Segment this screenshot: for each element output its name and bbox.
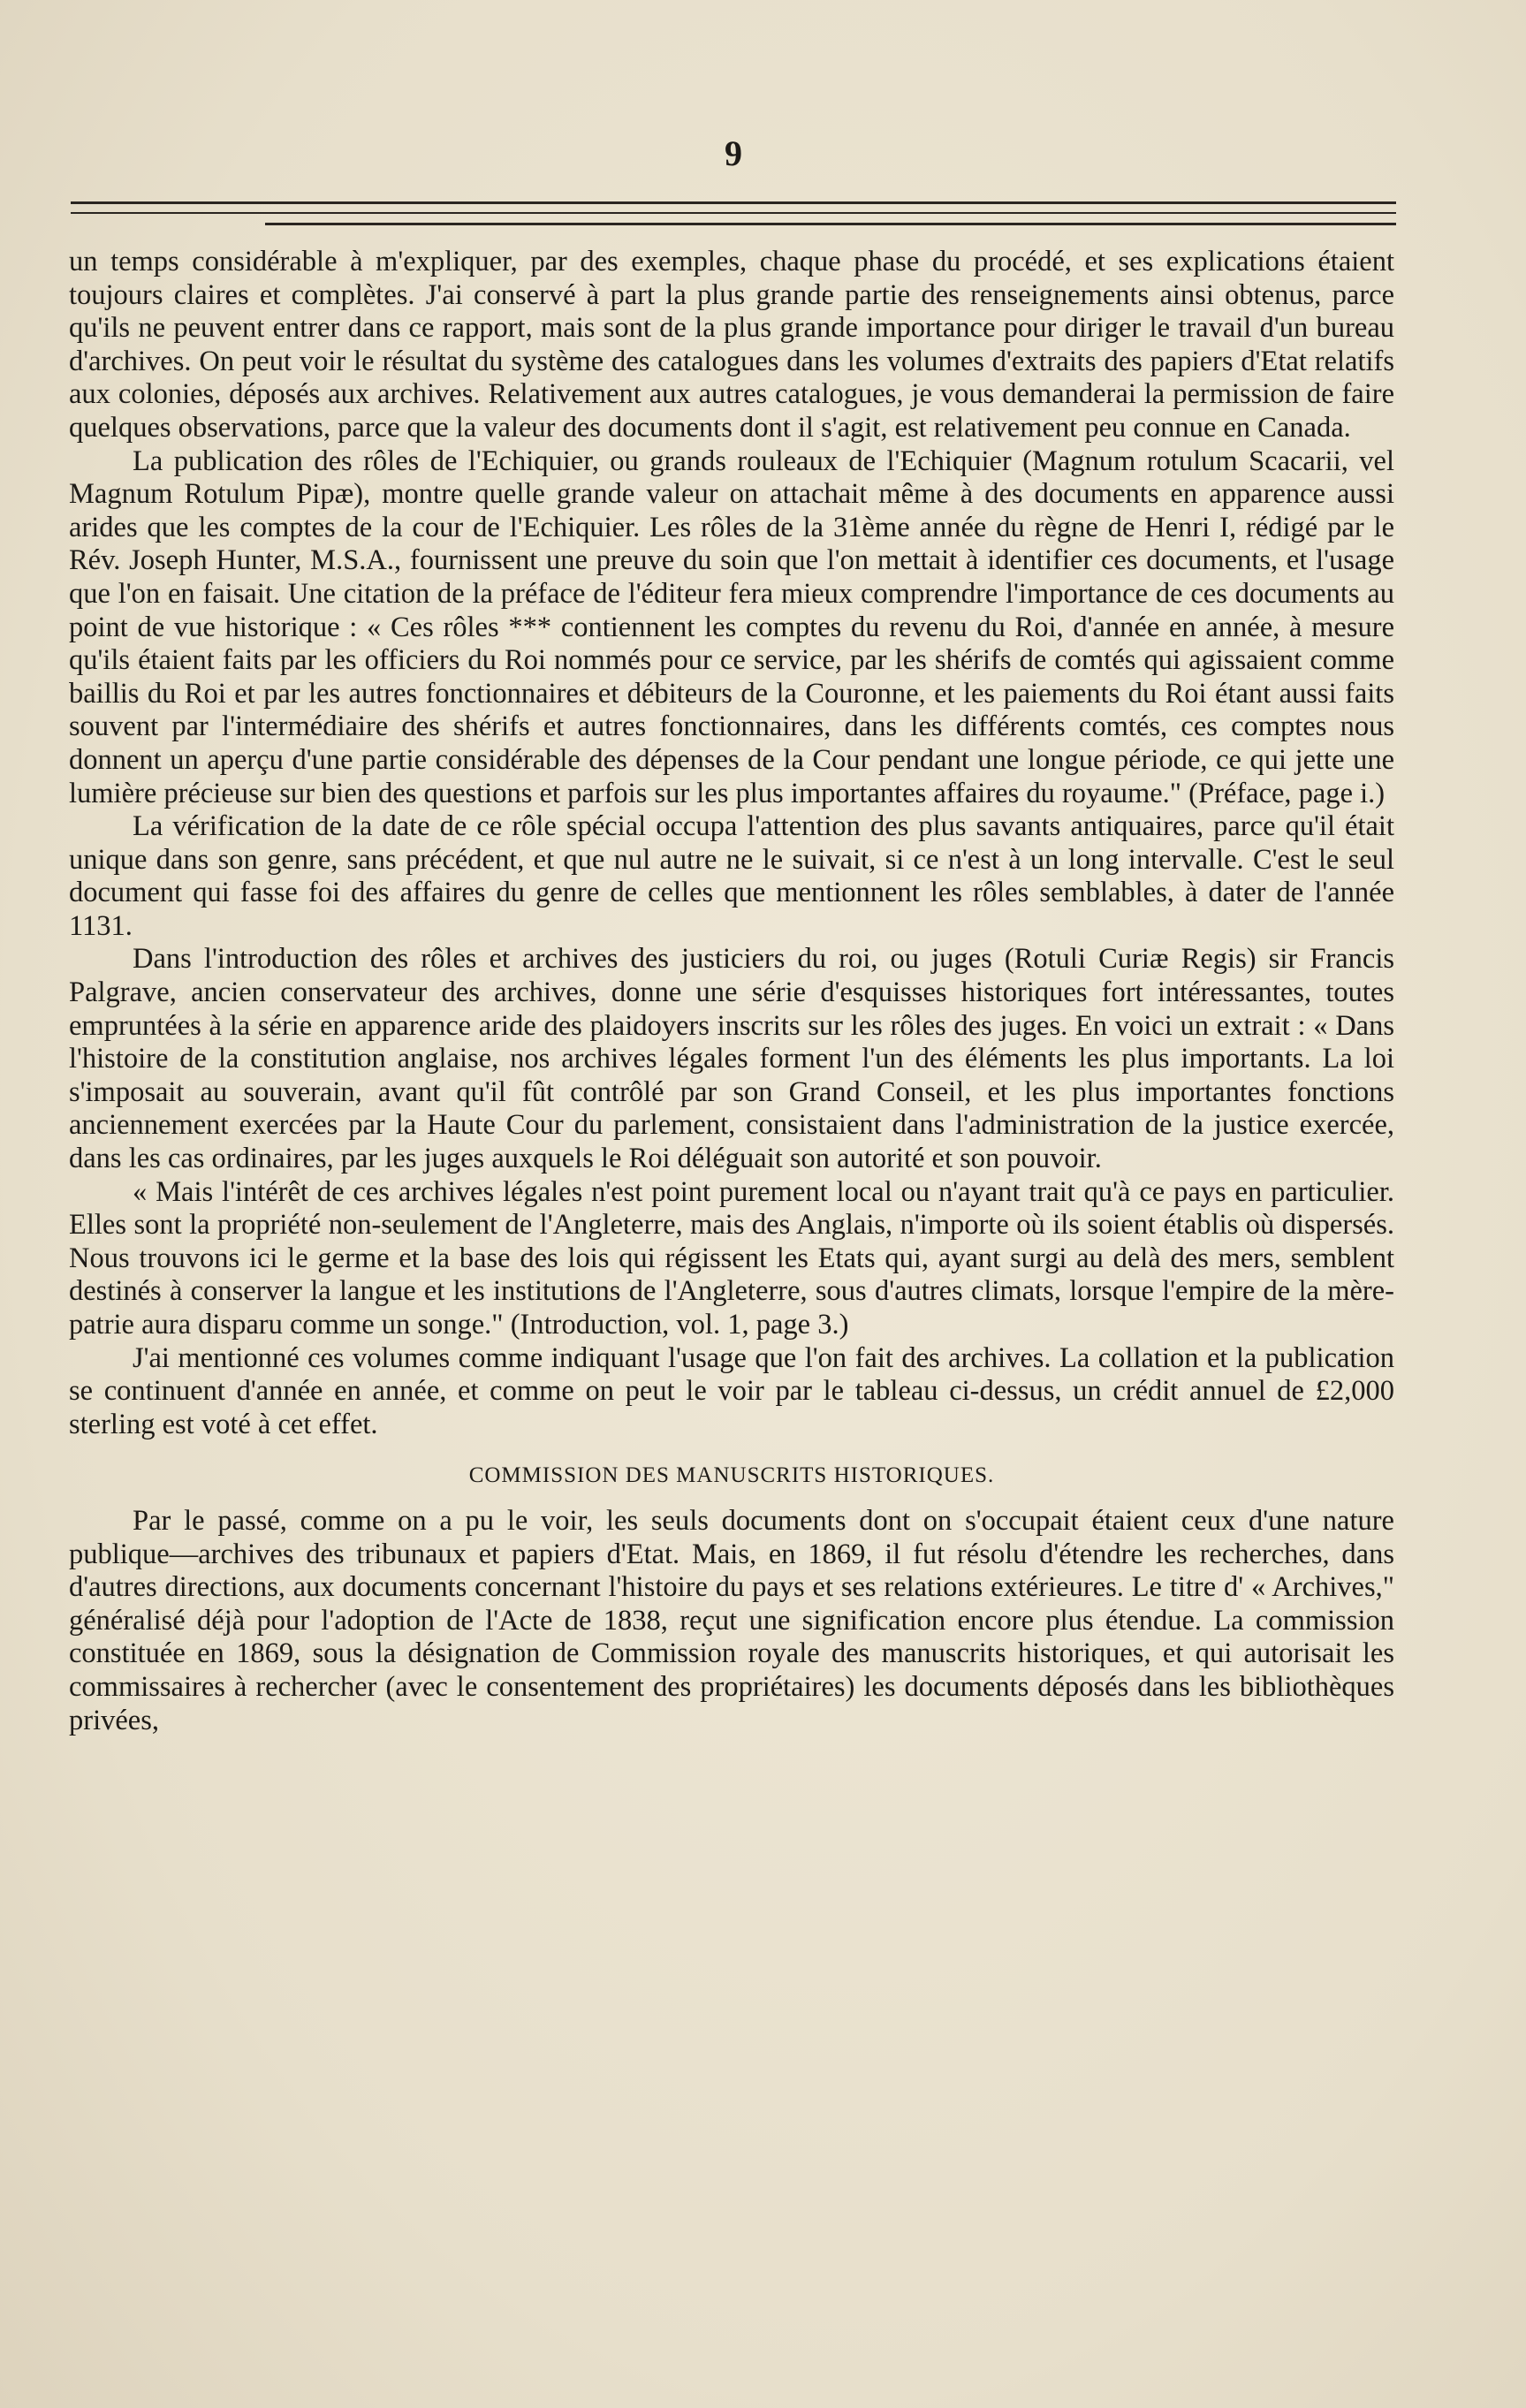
- paragraph-5: « Mais l'intérêt de ces archives légales n'est point purement local ou n'ayant trait qu'à ce pays en particulier. Elles sont la propriété non-seulement de l'Angleterre, mais des Anglais, n'importe où ils soient établis où dispersés. Nous trouvons ici le germe et la base des lois qui régissent les Etats qui, ayant surgi au delà des mers, semblent destinés à conserver la langue et les institutions de l'Angleterre, sous d'autres climats, lorsque l'empire de la mère-patrie aura disparu comme un songe." (Introduction, vol. 1, page 3.): [69, 1175, 1394, 1341]
- paragraph-3: La vérification de la date de ce rôle spécial occupa l'attention des plus savants antiquaires, parce qu'il était unique dans son genre, sans précédent, et que nul autre ne le suivait, si ce n'est à un long intervalle. C'est le seul document qui fasse foi des affaires du genre de celles que mentionnent les rôles semblables, à dater de l'année 1131.: [69, 810, 1394, 942]
- body-text: [69, 246, 1394, 1737]
- header-rule-middle: [71, 212, 1396, 214]
- paragraph-2: La publication des rôles de l'Echiquier, ou grands rouleaux de l'Echiquier (Magnum rotulum Scacarii, vel Magnum Rotulum Pipæ), montre quelle grande valeur on attachait même à des documents en apparence aussi arides que les comptes de la cour de l'Echiquier. Les rôles de la 31ème année du règne de Henri I, rédigé par le Rév. Joseph Hunter, M.S.A., fournissent une preuve du soin que l'on mettait à identifier ces documents, et l'usage que l'on en faisait. Une citation de la préface de l'éditeur fera mieux comprendre l'importance de ces documents au point de vue historique : « Ces rôles *** contiennent les comptes du revenu du Roi, d'année en année, à mesure qu'ils étaient faits par les officiers du Roi nommés pour ce service, par les shérifs de comtés qui agissaient comme baillis du Roi et par les autres fonctionnaires et débiteurs de la Couronne, et les paiements du Roi étant aussi faits souvent par l'intermédiaire des shérifs et autres fonctionnaires, dans les différents comtés, ces comptes nous donnent un aperçu d'une partie considérable des dépenses de la Cour pendant une longue période, ce qui jette une lumière précieuse sur bien des questions et parfois sur les plus importantes affaires du royaume." (Préface, page i.): [69, 444, 1394, 809]
- header-rule-bottom: [265, 223, 1396, 225]
- paragraph-7: Par le passé, comme on a pu le voir, les seuls documents dont on s'occupait étaient ceux d'une nature publique—archives des tribunaux et papiers d'Etat. Mais, en 1869, il fut résolu d'étendre les recherches, dans d'autres directions, aux documents concernant l'histoire du pays et ses relations extérieures. Le titre d' « Archives," généralisé déjà pour l'adoption de l'Acte de 1838, reçut une signification encore plus étendue. La commission constituée en 1869, sous la désignation de Commission royale des manuscrits historiques, et qui autorisait les commissaires à rechercher (avec le consentement des propriétaires) les documents déposés dans les bibliothèques privées,: [69, 1504, 1394, 1736]
- section-heading: COMMISSION DES MANUSCRITS HISTORIQUES.: [468, 1463, 995, 1488]
- header-rule-top: [71, 201, 1396, 204]
- page-number: 9: [725, 133, 742, 173]
- paragraph-1: un temps considérable à m'expliquer, par des exemples, chaque phase du procédé, et ses explications étaient toujours claires et complètes. J'ai conservé à part la plus grande partie des renseignements ainsi obtenus, parce qu'ils ne peuvent entrer dans ce rapport, mais sont de la plus grande importance pour diriger le travail d'un bureau d'archives. On peut voir le résultat du système des catalogues dans les volumes d'extraits des papiers d'Etat relatifs aux colonies, déposés aux archives. Relativement aux autres catalogues, je vous demanderai la permission de faire quelques observations, parce que la valeur des documents dont il s'agit, est relativement peu connue en Canada.: [69, 246, 1394, 444]
- paragraph-4: Dans l'introduction des rôles et archives des justiciers du roi, ou juges (Rotuli Curiæ Regis) sir Francis Palgrave, ancien conservateur des archives, donne une série d'esquisses historiques fort intéressantes, toutes empruntées à la série en apparence aride des plaidoyers inscrits sur les rôles des juges. En voici un extrait : « Dans l'histoire de la constitution anglaise, nos archives légales forment l'un des éléments les plus importants. La loi s'imposait au souverain, avant qu'il fût contrôlé par son Grand Conseil, et les plus importantes fonctions anciennement exercées par la Haute Cour du parlement, consistaient dans l'administration de la justice exercée, dans les cas ordinaires, par les juges auxquels le Roi déléguait son autorité et son pouvoir.: [69, 943, 1394, 1175]
- paragraph-6: J'ai mentionné ces volumes comme indiquant l'usage que l'on fait des archives. La collation et la publication se continuent d'année en année, et comme on peut le voir par le tableau ci-dessus, un crédit annuel de £2,000 sterling est voté à cet effet.: [69, 1341, 1394, 1440]
